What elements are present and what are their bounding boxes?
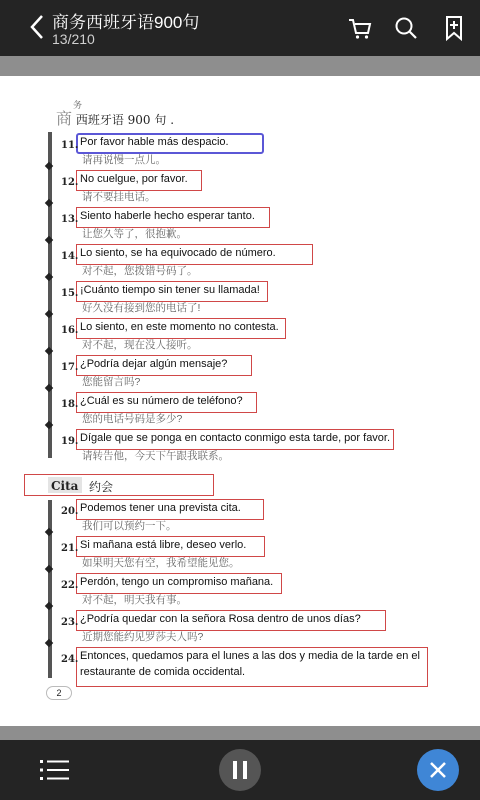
- phrase-number: 23.: [61, 617, 79, 628]
- phrase-item: [0, 644, 480, 681]
- phrase-item: [0, 426, 480, 463]
- phrase-item: [0, 533, 480, 570]
- phrase-chinese: 对不起，您拨错号码了。: [82, 265, 198, 277]
- app-title: 商务西班牙语900句: [52, 13, 200, 32]
- phrase-spanish: Si mañana está libre, deseo verlo.: [80, 539, 247, 551]
- phrase-spanish-line2: restaurante de comida occidental.: [80, 666, 246, 678]
- phrase-spanish: No cuelgue, por favor.: [80, 173, 188, 185]
- phrase-number: 11.: [61, 140, 79, 151]
- phrase-number: 17.: [61, 362, 79, 373]
- cart-icon[interactable]: [346, 14, 374, 42]
- search-icon[interactable]: [392, 14, 420, 42]
- phrase-number: 12.: [61, 177, 79, 188]
- section-header-cita[interactable]: [24, 474, 214, 496]
- book-running-header: 商 务 西班牙语 900 句 .: [56, 101, 175, 128]
- phrase-number: 16.: [61, 325, 79, 336]
- phrase-spanish: ¿Podría quedar con la señora Rosa dentro de unos días?: [80, 613, 361, 625]
- phrase-spanish: ¡Cuánto tiempo sin tener su llamada!: [80, 284, 260, 296]
- bottom-toolbar: [0, 740, 480, 800]
- section-label-zh: 约会: [89, 480, 114, 494]
- phrase-number: 15.: [61, 288, 79, 299]
- phrase-chinese: 对不起，现在没人接听。: [82, 339, 198, 351]
- bookmark-add-icon[interactable]: [440, 14, 468, 42]
- close-icon[interactable]: [416, 748, 460, 792]
- phrase-spanish: ¿Podría dejar algún mensaje?: [80, 358, 228, 370]
- page-gutter-top: [0, 56, 480, 76]
- phrase-number: 20.: [61, 506, 79, 517]
- menu-list-icon[interactable]: [40, 758, 70, 782]
- pause-icon[interactable]: [218, 748, 262, 792]
- phrase-number: 18.: [61, 399, 79, 410]
- phrase-number: 22.: [61, 580, 79, 591]
- phrase-spanish: Podemos tener una prevista cita.: [80, 502, 241, 514]
- phrase-chinese: 近期您能约见罗莎夫人吗?: [82, 631, 204, 643]
- page-number: 2: [46, 686, 72, 700]
- phrase-chinese: 您能留言吗?: [82, 376, 141, 388]
- phrase-item: [0, 352, 480, 389]
- phrase-chinese: 您的电话号码是多少?: [82, 413, 183, 425]
- phrase-chinese: 请转告他，今天下午跟我联系。: [82, 450, 229, 462]
- phrase-chinese: 请再说慢一点儿。: [82, 154, 166, 166]
- phrase-number: 14.: [61, 251, 79, 262]
- page-indicator: 13/210: [52, 31, 95, 47]
- phrase-spanish: ¿Cuál es su número de teléfono?: [80, 395, 243, 407]
- phrase-chinese: 我们可以预约一下。: [82, 520, 177, 532]
- phrase-number: 21.: [61, 543, 79, 554]
- phrase-number: 13.: [61, 214, 79, 225]
- page-gutter-bottom: [0, 726, 480, 740]
- phrase-item: [0, 204, 480, 241]
- phrase-number: 24.: [61, 654, 79, 665]
- phrase-spanish: Perdón, tengo un compromiso mañana.: [80, 576, 274, 588]
- phrase-number: 19.: [61, 436, 79, 447]
- phrase-spanish: Entonces, quedamos para el lunes a las dos y media de la tarde en el: [80, 650, 420, 662]
- phrase-spanish: Por favor hable más despacio.: [80, 136, 229, 148]
- phrase-chinese: 请不要挂电话。: [82, 191, 156, 203]
- app-header: [0, 0, 480, 56]
- phrase-chinese: 如果明天您有空，我希望能见您。: [82, 557, 240, 569]
- phrase-item: [0, 167, 480, 204]
- phrase-item: [0, 241, 480, 278]
- phrase-spanish: Dígale que se ponga en contacto conmigo esta tarde, por favor.: [80, 432, 391, 444]
- phrase-item: [0, 130, 480, 167]
- phrase-chinese: 让您久等了，很抱歉。: [82, 228, 187, 240]
- back-icon[interactable]: [26, 12, 48, 42]
- phrase-item: [0, 607, 480, 644]
- phrase-item: [0, 315, 480, 352]
- section-label: Cita: [51, 479, 79, 493]
- phrase-chinese: 对不起，明天我有事。: [82, 594, 187, 606]
- phrase-spanish: Siento haberle hecho esperar tanto.: [80, 210, 255, 222]
- phrase-item: [0, 570, 480, 607]
- phrase-spanish: Lo siento, se ha equivocado de número.: [80, 247, 276, 259]
- phrase-item: [0, 496, 480, 533]
- phrase-item: [0, 278, 480, 315]
- book-page: [0, 76, 480, 726]
- phrase-spanish: Lo siento, en este momento no contesta.: [80, 321, 279, 333]
- phrase-item: [0, 389, 480, 426]
- phrase-chinese: 好久没有接到您的电话了!: [82, 302, 201, 314]
